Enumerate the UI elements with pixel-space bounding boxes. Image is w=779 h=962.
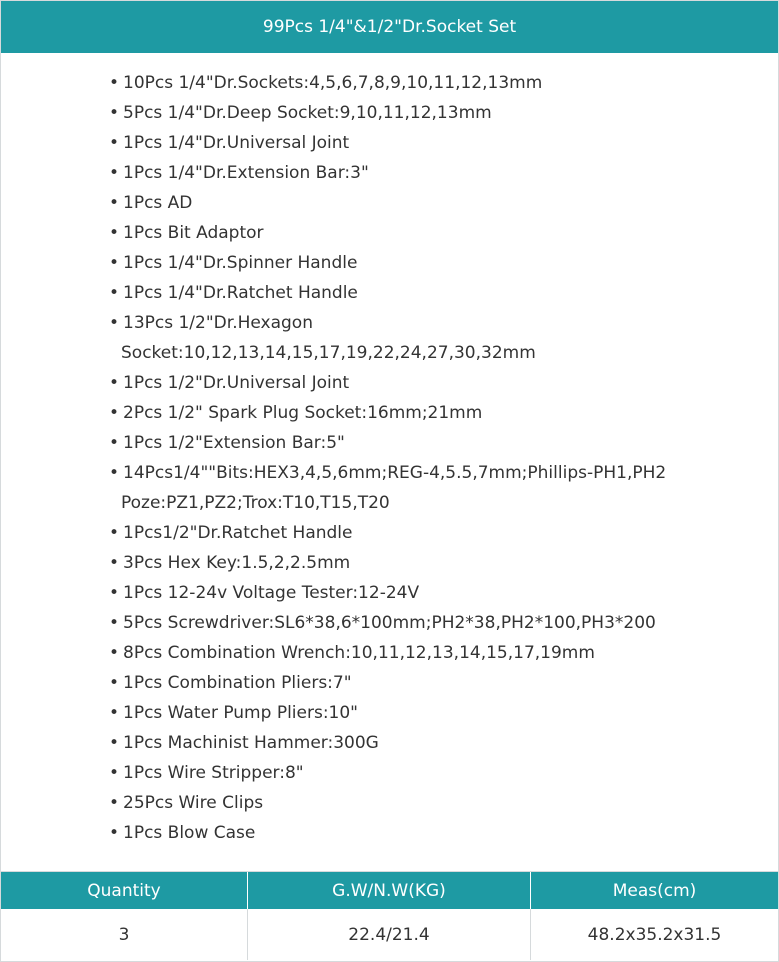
list-item <box>109 188 666 218</box>
list-item-text: 1Pcs Wire Stripper:8" <box>123 763 304 783</box>
title-bar <box>1 1 778 53</box>
list-item-text: 1Pcs1/2"Dr.Ratchet Handle <box>123 523 353 543</box>
bullet-icon: • <box>109 583 120 603</box>
bullet-icon: • <box>109 223 120 243</box>
list-item <box>109 248 666 278</box>
list-item <box>109 728 666 758</box>
cell-measurements: 48.2x35.2x31.5 <box>587 924 722 945</box>
list-item-text: 1Pcs 12-24v Voltage Tester:12-24V <box>123 583 420 603</box>
list-item <box>109 218 666 248</box>
list-item <box>109 668 666 698</box>
list-item <box>109 428 666 458</box>
bullet-icon: • <box>109 313 120 333</box>
list-item-text: 2Pcs 1/2" Spark Plug Socket:16mm;21mm <box>123 403 483 423</box>
list-item-text: Socket:10,12,13,14,15,17,19,22,24,27,30,32mm <box>121 343 536 363</box>
list-item-text: 1Pcs Water Pump Pliers:10" <box>123 703 358 723</box>
cell-quantity: 3 <box>1 909 248 960</box>
list-item <box>109 458 666 518</box>
bullet-icon: • <box>109 733 120 753</box>
bullet-icon: • <box>109 523 120 543</box>
list-item-text: 1Pcs Blow Case <box>123 823 256 843</box>
list-item-text: 3Pcs Hex Key:1.5,2,2.5mm <box>123 553 351 573</box>
header-measurements: Meas(cm) <box>612 880 697 901</box>
bullet-icon: • <box>109 643 120 663</box>
spec-table <box>1 871 778 960</box>
list-item <box>109 698 666 728</box>
list-item-text: 5Pcs Screwdriver:SL6*38,6*100mm;PH2*38,PH2*100,PH3*200 <box>123 613 656 633</box>
list-item <box>109 278 666 308</box>
bullet-icon: • <box>109 373 120 393</box>
bullet-icon: • <box>109 823 120 843</box>
header-quantity: Quantity <box>1 872 248 909</box>
list-item-text: Poze:PZ1,PZ2;Trox:T10,T15,T20 <box>121 493 390 513</box>
bullet-icon: • <box>109 613 120 633</box>
list-item-text: 14Pcs1/4""Bits:HEX3,4,5,6mm;REG-4,5.5,7mm;Phillips-PH1,PH2 <box>123 463 667 483</box>
list-item <box>109 518 666 548</box>
list-item <box>109 158 666 188</box>
list-item <box>109 548 666 578</box>
spec-list <box>109 68 666 848</box>
table-row <box>1 909 778 960</box>
list-item-text: 1Pcs 1/2"Extension Bar:5" <box>123 433 345 453</box>
list-item-text: 13Pcs 1/2"Dr.Hexagon <box>123 313 313 333</box>
list-item-text: 25Pcs Wire Clips <box>123 793 264 813</box>
list-item-text: 1Pcs 1/4"Dr.Spinner Handle <box>123 253 358 273</box>
list-item <box>109 758 666 788</box>
bullet-icon: • <box>109 433 120 453</box>
list-item-text: 1Pcs AD <box>123 193 193 213</box>
list-item <box>109 788 666 818</box>
list-item-text: 1Pcs 1/2"Dr.Universal Joint <box>123 373 350 393</box>
bullet-icon: • <box>109 103 120 123</box>
list-item <box>109 578 666 608</box>
list-item <box>109 308 666 368</box>
bullet-icon: • <box>109 193 120 213</box>
list-item <box>109 98 666 128</box>
bullet-icon: • <box>109 283 120 303</box>
bullet-icon: • <box>109 793 120 813</box>
list-item <box>109 818 666 848</box>
bullet-icon: • <box>109 763 120 783</box>
list-item <box>109 68 666 98</box>
bullet-icon: • <box>109 403 120 423</box>
list-item-text: 1Pcs 1/4"Dr.Universal Joint <box>123 133 350 153</box>
bullet-icon: • <box>109 253 120 273</box>
list-item-text: 1Pcs 1/4"Dr.Ratchet Handle <box>123 283 358 303</box>
list-item <box>109 638 666 668</box>
list-item-text: 5Pcs 1/4"Dr.Deep Socket:9,10,11,12,13mm <box>123 103 492 123</box>
list-item-text: 8Pcs Combination Wrench:10,11,12,13,14,15,17,19mm <box>123 643 595 663</box>
bullet-icon: • <box>109 703 120 723</box>
list-item-text: 1Pcs Machinist Hammer:300G <box>123 733 379 753</box>
bullet-icon: • <box>109 73 120 93</box>
page-title: 99Pcs 1/4"&1/2"Dr.Socket Set <box>262 17 517 37</box>
list-item <box>109 398 666 428</box>
cell-weight: 22.4/21.4 <box>248 909 531 960</box>
list-item <box>109 608 666 638</box>
list-item <box>109 128 666 158</box>
list-item-text: 1Pcs Combination Pliers:7" <box>123 673 352 693</box>
list-item <box>109 368 666 398</box>
list-item-text: 1Pcs 1/4"Dr.Extension Bar:3" <box>123 163 369 183</box>
header-weight: G.W/N.W(KG) <box>248 872 531 909</box>
bullet-icon: • <box>109 163 120 183</box>
bullet-icon: • <box>109 553 120 573</box>
list-item-text: 1Pcs Bit Adaptor <box>123 223 264 243</box>
bullet-icon: • <box>109 463 120 483</box>
list-item-text: 10Pcs 1/4"Dr.Sockets:4,5,6,7,8,9,10,11,12,13mm <box>123 73 543 93</box>
bullet-icon: • <box>109 673 120 693</box>
bullet-icon: • <box>109 133 120 153</box>
table-header-row <box>1 872 778 909</box>
